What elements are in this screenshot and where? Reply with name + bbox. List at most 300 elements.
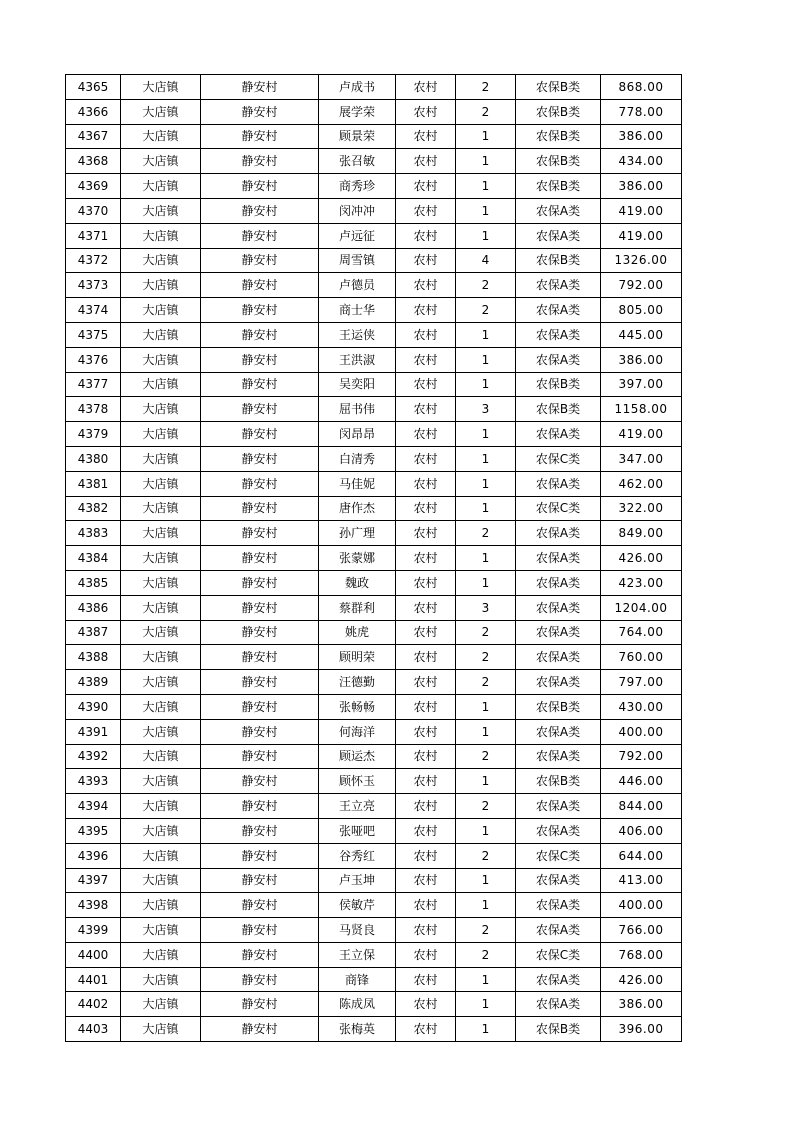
cell-row-id: 4381 — [66, 471, 121, 496]
cell-town: 大店镇 — [121, 967, 201, 992]
cell-town: 大店镇 — [121, 546, 201, 571]
table-row — [66, 347, 682, 372]
cell-row-id: 4399 — [66, 918, 121, 943]
cell-town: 大店镇 — [121, 719, 201, 744]
cell-insurance-category: 农保B类 — [516, 694, 601, 719]
cell-town: 大店镇 — [121, 496, 201, 521]
cell-person-name: 汪德勤 — [319, 670, 396, 695]
cell-row-id: 4388 — [66, 645, 121, 670]
table-row — [66, 769, 682, 794]
cell-row-id: 4390 — [66, 694, 121, 719]
cell-insurance-category: 农保C类 — [516, 446, 601, 471]
cell-person-name: 王洪淑 — [319, 347, 396, 372]
cell-residence-type: 农村 — [396, 670, 456, 695]
cell-residence-type: 农村 — [396, 620, 456, 645]
cell-village: 静安村 — [201, 719, 319, 744]
cell-person-count: 1 — [456, 769, 516, 794]
cell-row-id: 4391 — [66, 719, 121, 744]
cell-residence-type: 农村 — [396, 248, 456, 273]
cell-village: 静安村 — [201, 818, 319, 843]
cell-row-id: 4380 — [66, 446, 121, 471]
table-row — [66, 620, 682, 645]
cell-person-count: 1 — [456, 992, 516, 1017]
cell-amount: 423.00 — [601, 570, 682, 595]
cell-village: 静安村 — [201, 446, 319, 471]
cell-insurance-category: 农保B类 — [516, 174, 601, 199]
cell-insurance-category: 农保A类 — [516, 298, 601, 323]
cell-amount: 797.00 — [601, 670, 682, 695]
table-row — [66, 273, 682, 298]
cell-amount: 462.00 — [601, 471, 682, 496]
cell-row-id: 4395 — [66, 818, 121, 843]
cell-person-count: 2 — [456, 843, 516, 868]
cell-row-id: 4372 — [66, 248, 121, 273]
cell-person-count: 1 — [456, 422, 516, 447]
cell-village: 静安村 — [201, 496, 319, 521]
cell-amount: 413.00 — [601, 868, 682, 893]
cell-row-id: 4370 — [66, 198, 121, 223]
table-row — [66, 967, 682, 992]
cell-person-name: 顾运杰 — [319, 744, 396, 769]
cell-town: 大店镇 — [121, 868, 201, 893]
table-row — [66, 546, 682, 571]
table-row — [66, 397, 682, 422]
cell-amount: 1204.00 — [601, 595, 682, 620]
cell-village: 静安村 — [201, 298, 319, 323]
cell-person-count: 1 — [456, 546, 516, 571]
cell-amount: 445.00 — [601, 322, 682, 347]
cell-person-name: 何海洋 — [319, 719, 396, 744]
cell-insurance-category: 农保A类 — [516, 570, 601, 595]
cell-town: 大店镇 — [121, 918, 201, 943]
cell-person-count: 1 — [456, 198, 516, 223]
table-row — [66, 521, 682, 546]
cell-residence-type: 农村 — [396, 372, 456, 397]
cell-row-id: 4379 — [66, 422, 121, 447]
cell-town: 大店镇 — [121, 694, 201, 719]
cell-residence-type: 农村 — [396, 471, 456, 496]
cell-residence-type: 农村 — [396, 546, 456, 571]
cell-person-name: 卢玉坤 — [319, 868, 396, 893]
cell-person-name: 张哑吧 — [319, 818, 396, 843]
cell-amount: 434.00 — [601, 149, 682, 174]
cell-person-name: 商秀珍 — [319, 174, 396, 199]
cell-insurance-category: 农保A类 — [516, 744, 601, 769]
cell-town: 大店镇 — [121, 223, 201, 248]
cell-row-id: 4398 — [66, 893, 121, 918]
cell-residence-type: 农村 — [396, 570, 456, 595]
cell-village: 静安村 — [201, 769, 319, 794]
cell-amount: 396.00 — [601, 1017, 682, 1042]
cell-residence-type: 农村 — [396, 223, 456, 248]
cell-person-name: 张召敏 — [319, 149, 396, 174]
cell-town: 大店镇 — [121, 471, 201, 496]
cell-person-name: 白清秀 — [319, 446, 396, 471]
table-row — [66, 124, 682, 149]
cell-village: 静安村 — [201, 620, 319, 645]
cell-village: 静安村 — [201, 1017, 319, 1042]
cell-village: 静安村 — [201, 595, 319, 620]
cell-amount: 764.00 — [601, 620, 682, 645]
cell-town: 大店镇 — [121, 198, 201, 223]
cell-town: 大店镇 — [121, 794, 201, 819]
cell-village: 静安村 — [201, 521, 319, 546]
cell-person-name: 顾景荣 — [319, 124, 396, 149]
cell-row-id: 4368 — [66, 149, 121, 174]
cell-person-name: 闵冲冲 — [319, 198, 396, 223]
cell-insurance-category: 农保A类 — [516, 595, 601, 620]
cell-village: 静安村 — [201, 99, 319, 124]
cell-person-count: 2 — [456, 794, 516, 819]
table-row — [66, 645, 682, 670]
cell-town: 大店镇 — [121, 843, 201, 868]
cell-amount: 1158.00 — [601, 397, 682, 422]
cell-row-id: 4384 — [66, 546, 121, 571]
cell-insurance-category: 农保C类 — [516, 843, 601, 868]
cell-person-count: 1 — [456, 471, 516, 496]
cell-person-count: 1 — [456, 694, 516, 719]
cell-town: 大店镇 — [121, 298, 201, 323]
cell-residence-type: 农村 — [396, 75, 456, 100]
cell-residence-type: 农村 — [396, 99, 456, 124]
cell-amount: 426.00 — [601, 546, 682, 571]
cell-residence-type: 农村 — [396, 992, 456, 1017]
cell-town: 大店镇 — [121, 273, 201, 298]
cell-insurance-category: 农保B类 — [516, 1017, 601, 1042]
cell-amount: 844.00 — [601, 794, 682, 819]
cell-person-name: 侯敏芹 — [319, 893, 396, 918]
cell-person-count: 2 — [456, 273, 516, 298]
cell-town: 大店镇 — [121, 397, 201, 422]
cell-town: 大店镇 — [121, 521, 201, 546]
table-row — [66, 843, 682, 868]
cell-insurance-category: 农保B类 — [516, 248, 601, 273]
cell-village: 静安村 — [201, 868, 319, 893]
cell-person-name: 卢成书 — [319, 75, 396, 100]
cell-residence-type: 农村 — [396, 198, 456, 223]
cell-village: 静安村 — [201, 273, 319, 298]
cell-amount: 386.00 — [601, 124, 682, 149]
cell-village: 静安村 — [201, 174, 319, 199]
cell-amount: 426.00 — [601, 967, 682, 992]
cell-amount: 868.00 — [601, 75, 682, 100]
cell-town: 大店镇 — [121, 422, 201, 447]
cell-residence-type: 农村 — [396, 446, 456, 471]
cell-town: 大店镇 — [121, 942, 201, 967]
cell-person-name: 蔡群利 — [319, 595, 396, 620]
cell-amount: 446.00 — [601, 769, 682, 794]
cell-person-name: 张畅畅 — [319, 694, 396, 719]
cell-row-id: 4369 — [66, 174, 121, 199]
cell-amount: 386.00 — [601, 992, 682, 1017]
cell-village: 静安村 — [201, 967, 319, 992]
table-row — [66, 446, 682, 471]
cell-village: 静安村 — [201, 149, 319, 174]
cell-person-name: 屈书伟 — [319, 397, 396, 422]
cell-residence-type: 农村 — [396, 794, 456, 819]
cell-village: 静安村 — [201, 546, 319, 571]
cell-person-count: 1 — [456, 496, 516, 521]
cell-amount: 386.00 — [601, 174, 682, 199]
cell-residence-type: 农村 — [396, 595, 456, 620]
cell-person-count: 1 — [456, 223, 516, 248]
cell-residence-type: 农村 — [396, 298, 456, 323]
cell-town: 大店镇 — [121, 347, 201, 372]
cell-person-count: 2 — [456, 942, 516, 967]
cell-amount: 386.00 — [601, 347, 682, 372]
cell-village: 静安村 — [201, 248, 319, 273]
cell-insurance-category: 农保B类 — [516, 149, 601, 174]
table-row — [66, 670, 682, 695]
cell-village: 静安村 — [201, 422, 319, 447]
cell-person-count: 1 — [456, 818, 516, 843]
cell-village: 静安村 — [201, 397, 319, 422]
cell-row-id: 4386 — [66, 595, 121, 620]
cell-person-name: 周雪镇 — [319, 248, 396, 273]
cell-insurance-category: 农保B类 — [516, 75, 601, 100]
cell-village: 静安村 — [201, 347, 319, 372]
table-row — [66, 149, 682, 174]
cell-row-id: 4373 — [66, 273, 121, 298]
cell-insurance-category: 农保A类 — [516, 471, 601, 496]
cell-amount: 805.00 — [601, 298, 682, 323]
cell-town: 大店镇 — [121, 595, 201, 620]
cell-village: 静安村 — [201, 942, 319, 967]
cell-residence-type: 农村 — [396, 942, 456, 967]
cell-row-id: 4394 — [66, 794, 121, 819]
table-row — [66, 1017, 682, 1042]
cell-row-id: 4387 — [66, 620, 121, 645]
cell-person-count: 2 — [456, 744, 516, 769]
cell-residence-type: 农村 — [396, 868, 456, 893]
cell-person-count: 2 — [456, 645, 516, 670]
cell-person-name: 顾怀玉 — [319, 769, 396, 794]
cell-amount: 792.00 — [601, 744, 682, 769]
cell-insurance-category: 农保B类 — [516, 397, 601, 422]
table-row — [66, 174, 682, 199]
cell-residence-type: 农村 — [396, 1017, 456, 1042]
cell-residence-type: 农村 — [396, 967, 456, 992]
cell-insurance-category: 农保B类 — [516, 124, 601, 149]
cell-residence-type: 农村 — [396, 645, 456, 670]
cell-village: 静安村 — [201, 223, 319, 248]
cell-village: 静安村 — [201, 744, 319, 769]
cell-amount: 778.00 — [601, 99, 682, 124]
cell-residence-type: 农村 — [396, 347, 456, 372]
cell-residence-type: 农村 — [396, 496, 456, 521]
table-row — [66, 918, 682, 943]
cell-person-count: 1 — [456, 372, 516, 397]
cell-residence-type: 农村 — [396, 124, 456, 149]
cell-residence-type: 农村 — [396, 769, 456, 794]
cell-person-name: 孙广理 — [319, 521, 396, 546]
cell-person-name: 谷秀红 — [319, 843, 396, 868]
cell-town: 大店镇 — [121, 149, 201, 174]
cell-person-name: 魏政 — [319, 570, 396, 595]
cell-person-count: 3 — [456, 595, 516, 620]
cell-person-count: 1 — [456, 149, 516, 174]
cell-amount: 792.00 — [601, 273, 682, 298]
cell-insurance-category: 农保A类 — [516, 322, 601, 347]
cell-person-count: 1 — [456, 967, 516, 992]
cell-insurance-category: 农保A类 — [516, 893, 601, 918]
cell-insurance-category: 农保A类 — [516, 347, 601, 372]
cell-residence-type: 农村 — [396, 422, 456, 447]
cell-town: 大店镇 — [121, 372, 201, 397]
table-row — [66, 794, 682, 819]
cell-person-count: 2 — [456, 99, 516, 124]
cell-residence-type: 农村 — [396, 397, 456, 422]
cell-person-count: 2 — [456, 670, 516, 695]
cell-insurance-category: 农保B类 — [516, 769, 601, 794]
cell-row-id: 4393 — [66, 769, 121, 794]
table-row — [66, 595, 682, 620]
cell-row-id: 4402 — [66, 992, 121, 1017]
cell-residence-type: 农村 — [396, 694, 456, 719]
cell-person-count: 2 — [456, 620, 516, 645]
table-row — [66, 496, 682, 521]
cell-insurance-category: 农保A类 — [516, 422, 601, 447]
cell-person-name: 展学荣 — [319, 99, 396, 124]
cell-amount: 419.00 — [601, 223, 682, 248]
cell-residence-type: 农村 — [396, 521, 456, 546]
table-row — [66, 719, 682, 744]
cell-person-count: 1 — [456, 347, 516, 372]
cell-person-name: 王运侠 — [319, 322, 396, 347]
cell-amount: 400.00 — [601, 719, 682, 744]
cell-amount: 768.00 — [601, 942, 682, 967]
cell-amount: 644.00 — [601, 843, 682, 868]
cell-residence-type: 农村 — [396, 818, 456, 843]
cell-person-name: 姚虎 — [319, 620, 396, 645]
cell-town: 大店镇 — [121, 1017, 201, 1042]
cell-town: 大店镇 — [121, 124, 201, 149]
cell-residence-type: 农村 — [396, 744, 456, 769]
cell-insurance-category: 农保A类 — [516, 719, 601, 744]
cell-row-id: 4366 — [66, 99, 121, 124]
cell-person-count: 2 — [456, 521, 516, 546]
cell-row-id: 4367 — [66, 124, 121, 149]
cell-insurance-category: 农保A类 — [516, 992, 601, 1017]
table-row — [66, 75, 682, 100]
table-row — [66, 372, 682, 397]
cell-amount: 430.00 — [601, 694, 682, 719]
cell-residence-type: 农村 — [396, 893, 456, 918]
table-row — [66, 223, 682, 248]
table-row — [66, 248, 682, 273]
cell-person-name: 马贤良 — [319, 918, 396, 943]
cell-person-name: 卢德员 — [319, 273, 396, 298]
cell-village: 静安村 — [201, 198, 319, 223]
cell-amount: 397.00 — [601, 372, 682, 397]
cell-row-id: 4401 — [66, 967, 121, 992]
cell-row-id: 4396 — [66, 843, 121, 868]
cell-village: 静安村 — [201, 645, 319, 670]
cell-row-id: 4403 — [66, 1017, 121, 1042]
cell-amount: 322.00 — [601, 496, 682, 521]
cell-person-name: 商锋 — [319, 967, 396, 992]
cell-insurance-category: 农保A类 — [516, 670, 601, 695]
cell-village: 静安村 — [201, 372, 319, 397]
cell-village: 静安村 — [201, 471, 319, 496]
cell-person-count: 1 — [456, 1017, 516, 1042]
table-row — [66, 694, 682, 719]
table-row — [66, 942, 682, 967]
cell-insurance-category: 农保A类 — [516, 521, 601, 546]
cell-person-count: 1 — [456, 174, 516, 199]
cell-amount: 406.00 — [601, 818, 682, 843]
cell-village: 静安村 — [201, 893, 319, 918]
cell-row-id: 4376 — [66, 347, 121, 372]
cell-person-count: 1 — [456, 124, 516, 149]
table-row — [66, 422, 682, 447]
cell-amount: 400.00 — [601, 893, 682, 918]
cell-amount: 766.00 — [601, 918, 682, 943]
cell-person-name: 马佳妮 — [319, 471, 396, 496]
cell-town: 大店镇 — [121, 248, 201, 273]
cell-insurance-category: 农保A类 — [516, 198, 601, 223]
cell-person-name: 卢远征 — [319, 223, 396, 248]
cell-insurance-category: 农保A类 — [516, 918, 601, 943]
cell-person-name: 闵昂昂 — [319, 422, 396, 447]
cell-person-count: 4 — [456, 248, 516, 273]
cell-row-id: 4371 — [66, 223, 121, 248]
cell-person-count: 2 — [456, 75, 516, 100]
cell-row-id: 4375 — [66, 322, 121, 347]
cell-person-name: 张梅英 — [319, 1017, 396, 1042]
cell-insurance-category: 农保A类 — [516, 223, 601, 248]
cell-residence-type: 农村 — [396, 918, 456, 943]
cell-village: 静安村 — [201, 75, 319, 100]
cell-row-id: 4374 — [66, 298, 121, 323]
cell-row-id: 4383 — [66, 521, 121, 546]
cell-village: 静安村 — [201, 322, 319, 347]
cell-row-id: 4365 — [66, 75, 121, 100]
cell-insurance-category: 农保B类 — [516, 99, 601, 124]
cell-insurance-category: 农保A类 — [516, 645, 601, 670]
cell-village: 静安村 — [201, 992, 319, 1017]
cell-person-count: 1 — [456, 893, 516, 918]
table-row — [66, 99, 682, 124]
table-body — [66, 75, 682, 1042]
cell-village: 静安村 — [201, 843, 319, 868]
cell-row-id: 4382 — [66, 496, 121, 521]
cell-town: 大店镇 — [121, 670, 201, 695]
cell-village: 静安村 — [201, 918, 319, 943]
cell-residence-type: 农村 — [396, 273, 456, 298]
cell-row-id: 4378 — [66, 397, 121, 422]
cell-town: 大店镇 — [121, 645, 201, 670]
cell-insurance-category: 农保C类 — [516, 496, 601, 521]
table-row — [66, 322, 682, 347]
cell-town: 大店镇 — [121, 620, 201, 645]
cell-insurance-category: 农保A类 — [516, 794, 601, 819]
table-row — [66, 818, 682, 843]
cell-amount: 419.00 — [601, 198, 682, 223]
cell-insurance-category: 农保A类 — [516, 273, 601, 298]
cell-residence-type: 农村 — [396, 149, 456, 174]
cell-person-count: 1 — [456, 570, 516, 595]
cell-person-count: 1 — [456, 719, 516, 744]
table-row — [66, 992, 682, 1017]
cell-town: 大店镇 — [121, 322, 201, 347]
cell-person-name: 商士华 — [319, 298, 396, 323]
cell-person-count: 1 — [456, 446, 516, 471]
cell-town: 大店镇 — [121, 992, 201, 1017]
cell-person-count: 2 — [456, 918, 516, 943]
table-row — [66, 198, 682, 223]
cell-town: 大店镇 — [121, 75, 201, 100]
